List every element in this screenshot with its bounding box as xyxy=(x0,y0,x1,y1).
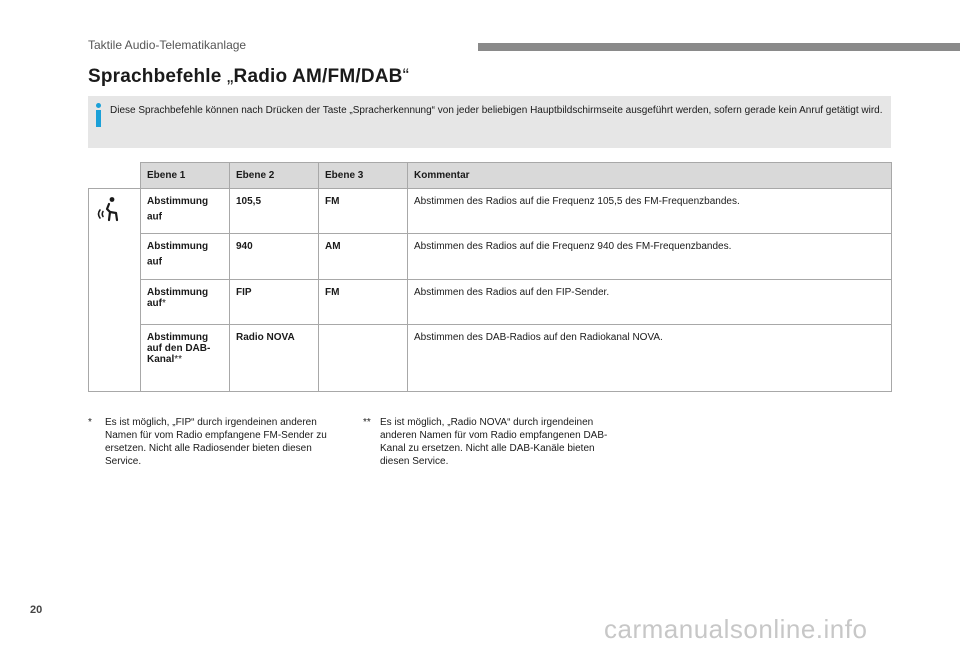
watermark: carmanualsonline.info xyxy=(604,614,868,644)
voice-commands-table xyxy=(88,162,892,392)
table-header-level2: Ebene 2 xyxy=(230,163,319,189)
row2-level1: Abstimmung auf xyxy=(141,234,230,280)
footnote-mark: ** xyxy=(363,417,371,428)
table-row xyxy=(89,280,892,325)
header-bar xyxy=(478,43,960,51)
row4-comment: Abstimmen des DAB-Radios auf den Radiokanal NOVA. xyxy=(408,325,892,392)
info-text: Diese Sprachbefehle können nach Drücken der Taste „Spracherkennung“ von jeder beliebigen Hauptbildschirmseite ausgeführt werden, sofern gerade kein Anruf getätigt wird. xyxy=(110,105,883,116)
table-row xyxy=(89,325,892,392)
table-row xyxy=(89,189,892,234)
section-title: Taktile Audio-Telematikanlage xyxy=(88,38,247,52)
row1-comment: Abstimmen des Radios auf die Frequenz 105,5 des FM-Frequenzbandes. xyxy=(408,189,892,234)
row4-level1: Abstimmung auf den DAB-Kanal** xyxy=(141,325,230,392)
row3-level1: Abstimmung auf* xyxy=(141,280,230,325)
table-header-blank xyxy=(89,163,141,189)
title-close-quote: “ xyxy=(402,66,410,87)
title-open-quote: „ xyxy=(227,66,234,87)
table-header-level1: Ebene 1 xyxy=(141,163,230,189)
row3-comment: Abstimmen des Radios auf den FIP-Sender. xyxy=(408,280,892,325)
row1-level3: FM xyxy=(319,189,408,234)
row2-comment: Abstimmen des Radios auf die Frequenz 940 des FM-Frequenzbandes. xyxy=(408,234,892,280)
voice-command-icon xyxy=(95,196,121,224)
table-row xyxy=(89,234,892,280)
page-title xyxy=(88,66,409,88)
page-title-main: Sprachbefehle xyxy=(88,66,228,87)
info-icon xyxy=(93,103,103,129)
info-box xyxy=(88,96,891,148)
icon-cell xyxy=(89,189,141,392)
footnote-text: Es ist möglich, „Radio NOVA“ durch irgendeinen anderen Namen für vom Radio empfangenen DAB-Kanal zu ersetzen. Nicht alle DAB-Kanäle bieten diesen Service. xyxy=(380,417,608,467)
footnote-text: Es ist möglich, „FIP“ durch irgendeinen anderen Namen für vom Radio empfangene FM-Sender zu ersetzen. Nicht alle Radiosender bieten diesen Service. xyxy=(105,417,327,467)
table-header-row xyxy=(89,163,892,189)
row3-level2: FIP xyxy=(230,280,319,325)
row3-level3: FM xyxy=(319,280,408,325)
footnote-mark: * xyxy=(88,417,92,428)
table-header-level3: Ebene 3 xyxy=(319,163,408,189)
row4-level3 xyxy=(319,325,408,392)
page-number: 20 xyxy=(30,604,43,616)
page-title-radio: Radio AM/FM/DAB xyxy=(233,66,403,87)
row1-level2: 105,5 xyxy=(230,189,319,234)
row2-level3: AM xyxy=(319,234,408,280)
row4-level2: Radio NOVA xyxy=(230,325,319,392)
table-header-comment: Kommentar xyxy=(408,163,892,189)
row2-level2: 940 xyxy=(230,234,319,280)
row1-level1: Abstimmung auf xyxy=(141,189,230,234)
